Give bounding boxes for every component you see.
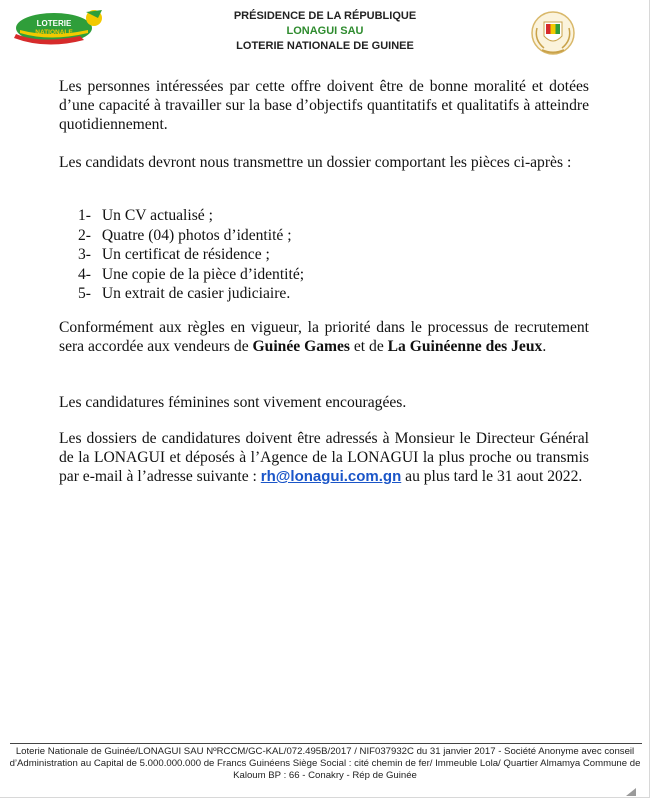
guinee-games-text: Guinée Games bbox=[252, 338, 350, 355]
list-item: 5- Un extrait de casier judiciaire. bbox=[78, 285, 291, 302]
paragraph-priorite: Conformément aux règles en vigueur, la priorité dans le processus de recrutement sera accordée aux vendeurs de Guinée Games et de La Guinéenne des Jeux. bbox=[59, 319, 589, 355]
header-presidence: PRÉSIDENCE DE LA RÉPUBLIQUE bbox=[233, 10, 417, 22]
header-lonagui: LONAGUI SAU bbox=[286, 25, 364, 37]
paragraph-moralite: Les personnes intéressées par cette offre doivent être de bonne moralité et dotées d’une capacité à travailler sur la base d’objectifs quantitatifs et qualitatifs à atteindre quotidiennement. bbox=[59, 78, 589, 133]
footer-divider bbox=[10, 743, 642, 744]
paragraph-dossier: Les candidats devront nous transmettre un dossier comportant les pièces ci-après : bbox=[59, 154, 572, 171]
list-item: 2- Quatre (04) photos d’identité ; bbox=[78, 226, 292, 244]
paragraph-envoi-dossiers: Les dossiers de candidatures doivent être adressés à Monsieur le Directeur Général de la LONAGUI et déposés à l’Agence de la LONAGUI la plus proche ou transmis par e-mail à l’adresse suivante : rh@lonagui.com.gn au plus tard le 31 aout 2022. bbox=[59, 430, 589, 485]
svg-text:NATIONALE: NATIONALE bbox=[35, 29, 73, 36]
header-loterie: LOTERIE NATIONALE DE GUINEE bbox=[236, 40, 414, 52]
svg-text:LOTERIE: LOTERIE bbox=[36, 19, 72, 28]
footer-legal-text: Loterie Nationale de Guinée/LONAGUI SAU NºRCCM/GC-KAL/072.495B/2017 / NIF037932C du 31 janvier 2017 - Société Anonyme avec conseil d’Administration au Capital de 5.000.000.000 de Francs Guinéens Siège Social : cité chemin de fer/ Immeuble Lola/ Quartier Almamya Commune de Kaloum BP : 66 - Conakry - Rép de Guinée bbox=[9, 746, 641, 781]
lonagui-logo bbox=[10, 6, 106, 46]
paragraph-candidatures-feminines: Les candidatures féminines sont vivement encouragées. bbox=[59, 394, 407, 411]
coat-of-arms-seal bbox=[528, 8, 578, 58]
list-item: 4- Une copie de la pièce d’identité; bbox=[78, 265, 305, 283]
list-item: 1- Un CV actualisé ; bbox=[78, 207, 213, 224]
page-corner-icon bbox=[626, 788, 636, 796]
list-item: 3- Un certificat de résidence ; bbox=[78, 246, 270, 263]
guineenne-des-jeux-text: La Guinéenne des Jeux bbox=[387, 338, 543, 355]
email-link[interactable]: rh@lonagui.com.gn bbox=[260, 468, 402, 485]
required-documents-list bbox=[78, 206, 304, 304]
